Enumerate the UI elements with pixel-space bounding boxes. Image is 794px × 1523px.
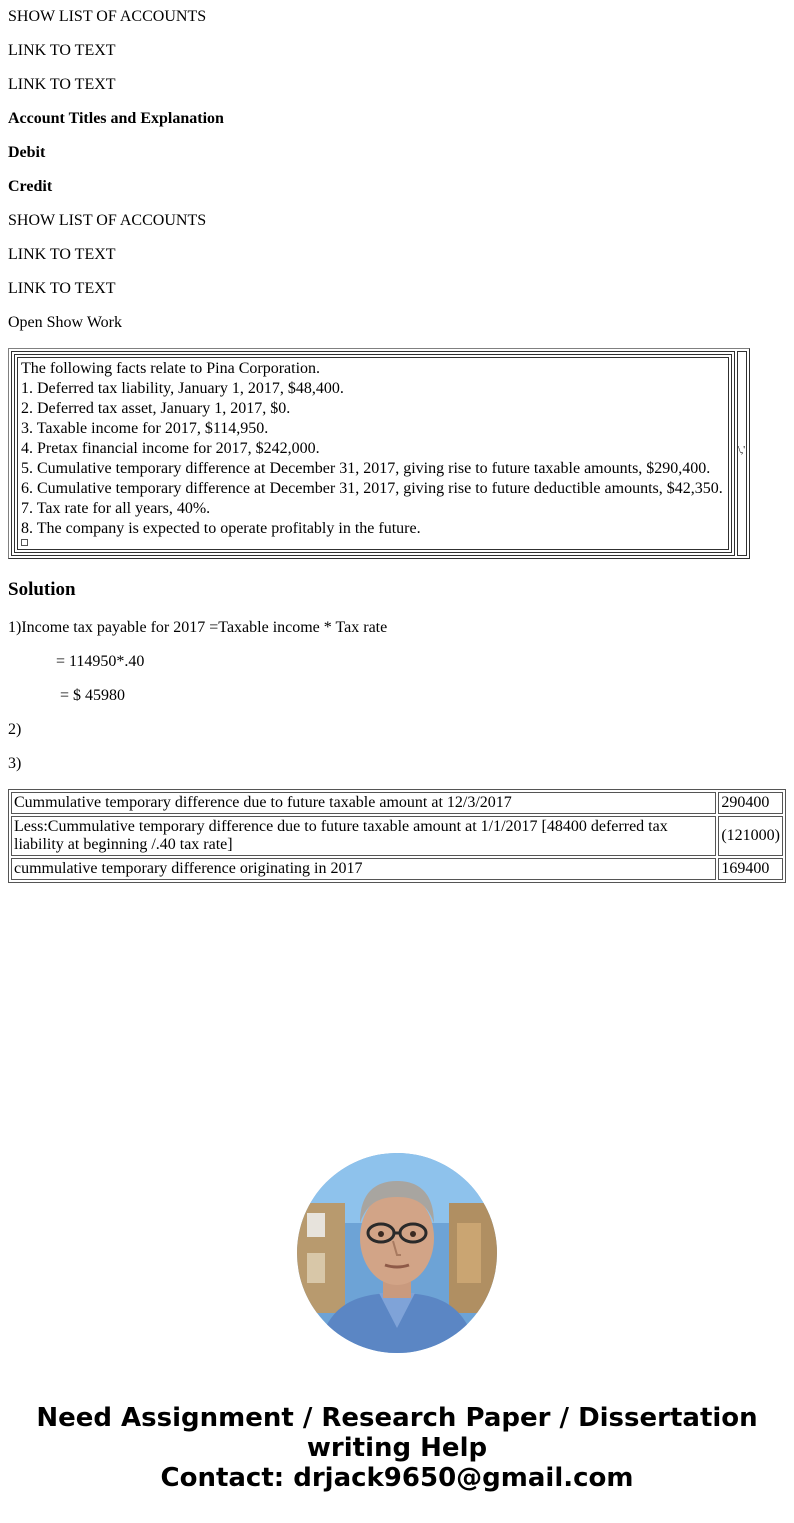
- solution-step-3: 3): [8, 755, 22, 772]
- link-to-text[interactable]: LINK TO TEXT: [8, 76, 116, 93]
- facts-intro: The following facts relate to Pina Corporation.: [21, 360, 321, 377]
- ad-line-1: Need Assignment / Research Paper / Dissertation writing Help: [36, 1403, 758, 1463]
- tutor-avatar: [297, 1153, 497, 1353]
- fact-item: 3. Taxable income for 2017, $114,950.: [21, 420, 269, 437]
- debit-header: Debit: [8, 144, 46, 161]
- row-value: 290400: [718, 792, 783, 814]
- row-label: cummulative temporary difference originating in 2017: [11, 858, 716, 880]
- facts-list: [21, 359, 723, 539]
- facts-content: [17, 357, 729, 550]
- solution-line-1: 1)Income tax payable for 2017 =Taxable income * Tax rate: [8, 619, 388, 636]
- fact-item: 8. The company is expected to operate profitably in the future.: [21, 520, 421, 537]
- fact-item: 5. Cumulative temporary difference at December 31, 2017, giving rise to future taxable amounts, $290,400.: [21, 460, 711, 477]
- row-value: (121000): [718, 816, 783, 856]
- ad-contact[interactable]: Contact: drjack9650@gmail.com: [160, 1463, 634, 1493]
- solution-step-2: 2): [8, 721, 22, 738]
- fact-item: 2. Deferred tax asset, January 1, 2017, $0.: [21, 400, 291, 417]
- account-titles-header: Account Titles and Explanation: [8, 110, 224, 127]
- show-list-of-accounts-link[interactable]: SHOW LIST OF ACCOUNTS: [8, 212, 207, 229]
- link-to-text[interactable]: LINK TO TEXT: [8, 246, 116, 263]
- row-label: Cummulative temporary difference due to future taxable amount at 12/3/2017: [11, 792, 716, 814]
- show-list-of-accounts-link[interactable]: SHOW LIST OF ACCOUNTS: [8, 8, 207, 25]
- help-advertisement: [0, 1403, 794, 1493]
- tutor-photo: [297, 1153, 497, 1353]
- facts-frame: [11, 351, 735, 556]
- row-label: Less:Cummulative temporary difference due to future taxable amount at 1/1/2017 [48400 deferred tax liability at beginning /.40 tax rate]: [11, 816, 716, 856]
- temporary-difference-table: [8, 789, 786, 883]
- link-to-text[interactable]: LINK TO TEXT: [8, 42, 116, 59]
- open-show-work-link[interactable]: Open Show Work: [8, 314, 122, 331]
- fact-item: 4. Pretax financial income for 2017, $242,000.: [21, 440, 320, 457]
- credit-header: Credit: [8, 178, 53, 195]
- facts-box: [8, 348, 750, 559]
- facts-side-mark: \,': [738, 445, 746, 456]
- fact-item: 1. Deferred tax liability, January 1, 2017, $48,400.: [21, 380, 344, 397]
- solution-heading: Solution: [8, 579, 76, 600]
- table-row: [11, 792, 783, 814]
- link-to-text[interactable]: LINK TO TEXT: [8, 280, 116, 297]
- solution-line-3: = $ 45980: [60, 687, 126, 704]
- solution-line-2: = 114950*.40: [56, 653, 145, 670]
- table-row: [11, 858, 783, 880]
- broken-image-icon: [21, 539, 28, 546]
- row-value: 169400: [718, 858, 783, 880]
- table-row: [11, 816, 783, 856]
- fact-item: 7. Tax rate for all years, 40%.: [21, 500, 211, 517]
- fact-item: 6. Cumulative temporary difference at December 31, 2017, giving rise to future deductible amounts, $42,350.: [21, 480, 723, 497]
- facts-frame-inner: [14, 354, 732, 553]
